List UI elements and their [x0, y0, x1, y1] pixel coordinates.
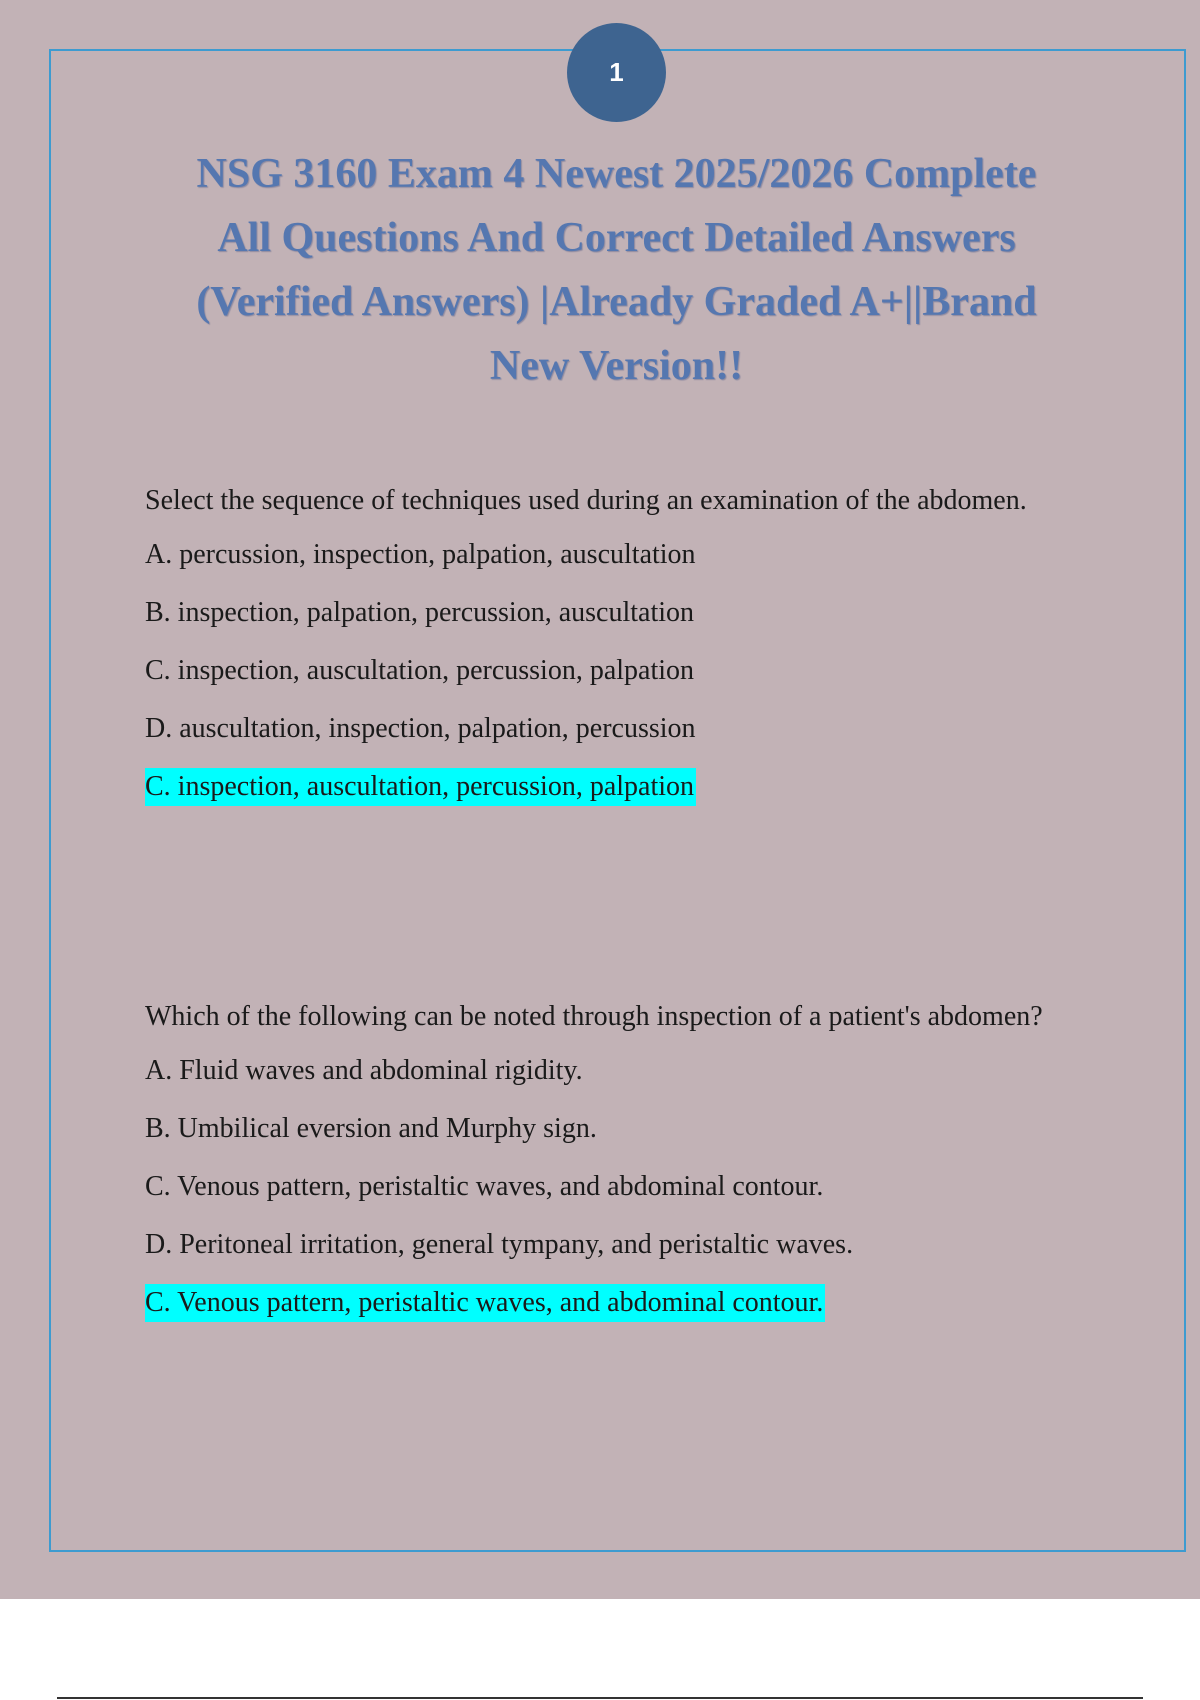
page-number-badge — [567, 23, 666, 122]
title-line: New Version!! — [489, 343, 744, 389]
title-line: All Questions And Correct Detailed Answers — [217, 215, 1016, 261]
option-b: B. inspection, palpation, percussion, auscultation — [145, 597, 695, 628]
footer-divider — [57, 1697, 1143, 1699]
option-a: A. Fluid waves and abdominal rigidity. — [145, 1055, 583, 1086]
question-2 — [145, 996, 1065, 1342]
option-c: C. inspection, auscultation, percussion, palpation — [145, 655, 695, 686]
page-number: 1 — [609, 57, 624, 87]
question-1 — [145, 480, 1065, 826]
question-text: Which of the following can be noted through inspection of a patient's abdomen? — [145, 1001, 1043, 1032]
document-title — [120, 142, 1113, 398]
question-text: Select the sequence of techniques used during an examination of the abdomen. — [145, 485, 1027, 516]
option-d: D. auscultation, inspection, palpation, percussion — [145, 713, 696, 744]
option-b: B. Umbilical eversion and Murphy sign. — [145, 1113, 597, 1144]
title-line: NSG 3160 Exam 4 Newest 2025/2026 Complete — [196, 151, 1037, 197]
highlighted-answer: C. Venous pattern, peristaltic waves, and abdominal contour. — [145, 1284, 825, 1322]
highlighted-answer: C. inspection, auscultation, percussion, palpation — [145, 768, 696, 806]
option-c: C. Venous pattern, peristaltic waves, and abdominal contour. — [145, 1171, 824, 1202]
title-line: (Verified Answers) |Already Graded A+||Brand — [196, 279, 1037, 325]
option-d: D. Peritoneal irritation, general tympany, and peristaltic waves. — [145, 1229, 854, 1260]
option-a: A. percussion, inspection, palpation, auscultation — [145, 539, 696, 570]
